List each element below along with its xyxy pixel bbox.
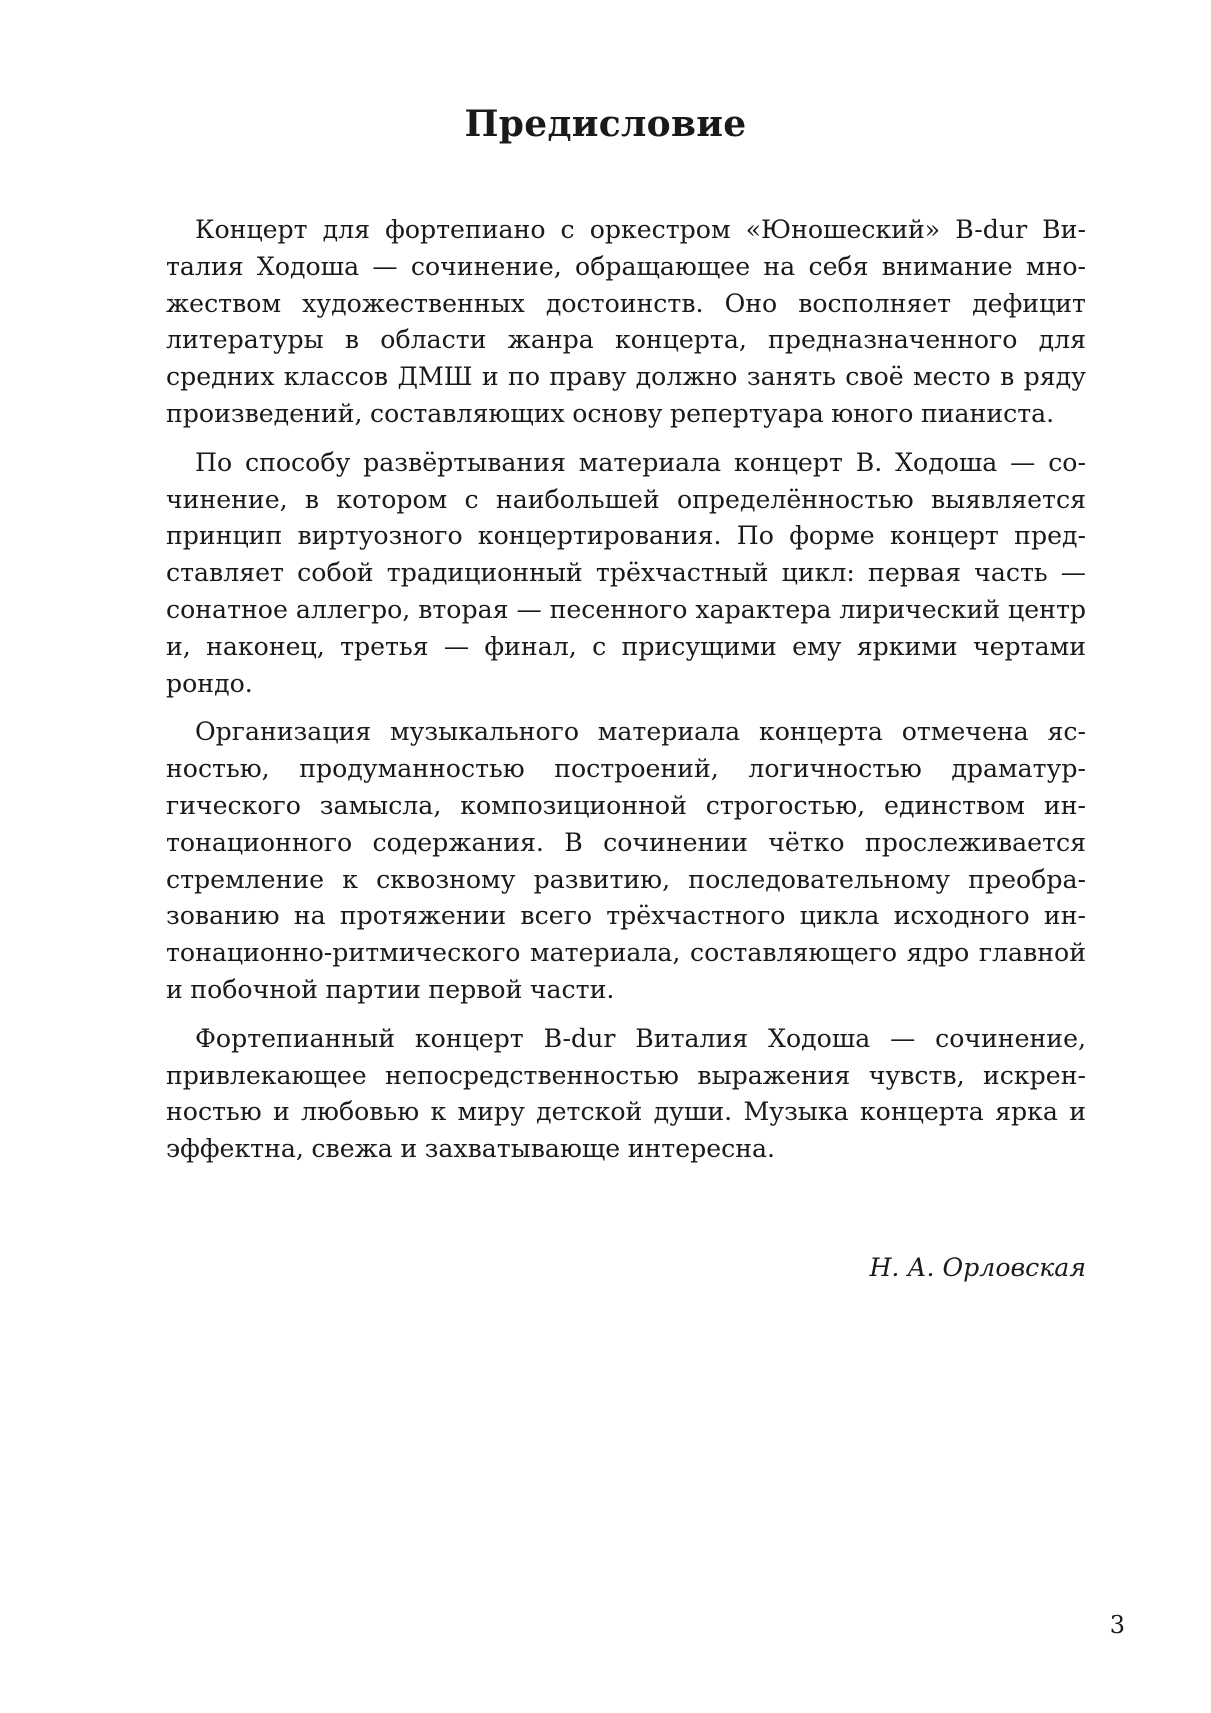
paragraph: По способу развёртывания материала концерт В. Ходоша — сочинение, в котором с наибольшей определённостью выявляется принцип виртуозного концертирования. По форме концерт представляет собой традиционный трёхчастный цикл: первая часть — сонатное аллегро, вторая — песенного характера лирический центр и, наконец, третья — финал, с присущими ему яркими чертами рондо. [166,447,1086,698]
body-text [166,212,1086,1180]
page-title: Предисловие [464,103,747,145]
paragraph: Фортепианный концерт B-dur Виталия Ходоша — сочинение, привлекающее непосредственностью выражения чувств, искренностью и любовью к миру детской души. Музыка концерта ярка и эффектна, свежа и захватывающе интересна. [166,1023,1086,1164]
paragraph: Организация музыкального материала концерта отмечена ясностью, продуманностью построений, логичностью драматургического замысла, композиционной строгостью, единством интонационного содержания. В сочинении чётко прослеживается стремление к сквозному развитию, последовательному преобразованию на протяжении всего трёхчастного цикла исходного интонационно-ритмического материала, составляющего ядро главной и побочной партии первой части. [166,717,1086,1004]
paragraph: Концерт для фортепиано с оркестром «Юношеский» B-dur Виталия Ходоша — сочинение, обращающее на себя внимание множеством художественных достоинств. Оно восполняет дефицит литературы в области жанра концерта, предназначенного для средних классов ДМШ и по праву должно занять своё место в ряду произведений, составляющих основу репертуара юного пианиста. [166,215,1086,428]
page-number: 3 [1109,1611,1125,1639]
author-signature: Н. А. Орловская [869,1253,1086,1282]
